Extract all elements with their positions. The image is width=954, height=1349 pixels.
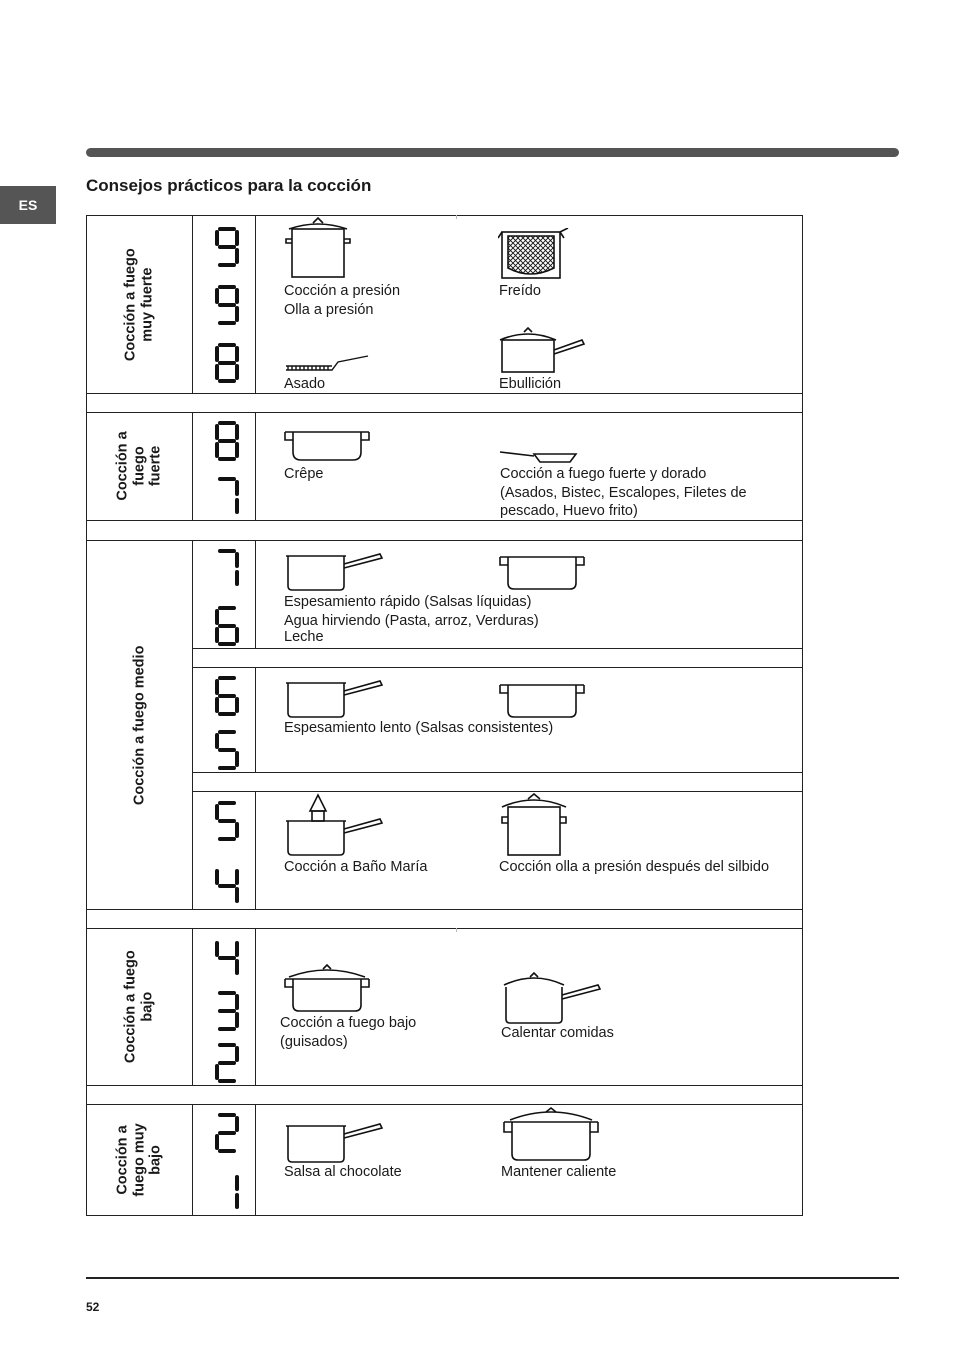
label-keep-warm: Mantener caliente: [501, 1164, 617, 1180]
saucepan-icon: [284, 1118, 384, 1164]
bottom-rule: [86, 1277, 899, 1279]
level-digit-3: [214, 990, 240, 1032]
label-slow-thickening: Espesamiento lento (Salsas consistentes): [284, 720, 554, 736]
level-digit-9: [214, 226, 240, 268]
category-low: Cocción a fuego bajo: [122, 950, 156, 1064]
label-boiling: Ebullición: [499, 376, 562, 392]
covered-casserole-icon: [283, 963, 371, 1015]
covered-saucepan-icon: [502, 971, 602, 1025]
level-digit-8: [214, 342, 240, 384]
label-high-heat-browning: Cocción a fuego fuerte y dorado (Asados, Bistec, Escalopes, Filetes de pescado, Huevo frito): [500, 466, 747, 519]
casserole-icon: [498, 681, 586, 721]
category-very-low: Cocción a fuego muy bajo: [114, 1123, 164, 1197]
level-digit-4: [214, 937, 240, 979]
table-section-low: [86, 928, 803, 1086]
category-high: Cocción a fuego fuerte: [114, 431, 164, 502]
covered-casserole-icon: [502, 1106, 600, 1164]
label-grill: Asado: [284, 376, 326, 392]
level-digit-5: [214, 729, 240, 771]
level-digit-5: [214, 800, 240, 842]
label-low-heat-stews: Cocción a fuego bajo (guisados): [280, 1015, 417, 1050]
level-digit-8: [214, 420, 240, 462]
level-digit-2: [214, 1112, 240, 1154]
level-digit-1: [214, 1171, 240, 1213]
level-digit-2: [214, 1042, 240, 1084]
label-chocolate-sauce: Salsa al chocolate: [284, 1164, 402, 1180]
saucepan-icon: [284, 548, 384, 592]
language-tab: ES: [0, 186, 56, 224]
label-rapid-thickening: Espesamiento rápido (Salsas líquidas) Agua hirviendo (Pasta, arroz, Verduras) Leche: [284, 594, 539, 645]
frying-pan-icon: [498, 448, 578, 464]
label-reheat-food: Calentar comidas: [501, 1025, 614, 1041]
level-digit-6: [214, 675, 240, 717]
category-medium: Cocción a fuego medio: [131, 645, 148, 805]
level-digit-7: [214, 548, 240, 590]
level-digit-6: [214, 605, 240, 647]
fryer-basket-icon: [498, 228, 570, 280]
label-bain-marie: Cocción a Baño María: [284, 859, 428, 875]
table-section-very-low: [86, 1104, 803, 1216]
pressure-cooker-icon: [498, 793, 570, 857]
table-section-very-high: [86, 215, 803, 394]
casserole-icon: [498, 553, 586, 593]
low-pot-icon: [283, 428, 371, 464]
level-digit-7: [214, 476, 240, 518]
level-digit-4: [214, 865, 240, 907]
pressure-pot-icon: [283, 217, 353, 279]
level-digit-9: [214, 284, 240, 326]
category-very-high: Cocción a fuego muy fuerte: [122, 248, 156, 361]
label-frying: Freído: [499, 283, 541, 299]
label-pressure-cooking: Cocción a presión Olla a presión: [284, 283, 401, 318]
boiling-saucepan-icon: [498, 326, 588, 374]
page-number: 52: [86, 1300, 100, 1314]
label-pressure-after-whistle: Cocción olla a presión después del silbido: [499, 859, 770, 875]
page-title: Consejos prácticos para la cocción: [86, 176, 372, 195]
label-crepe: Crêpe: [284, 466, 324, 482]
grill-icon: [284, 354, 370, 374]
bain-marie-icon: [284, 793, 384, 857]
top-rule: [86, 148, 899, 157]
saucepan-icon: [284, 675, 384, 719]
